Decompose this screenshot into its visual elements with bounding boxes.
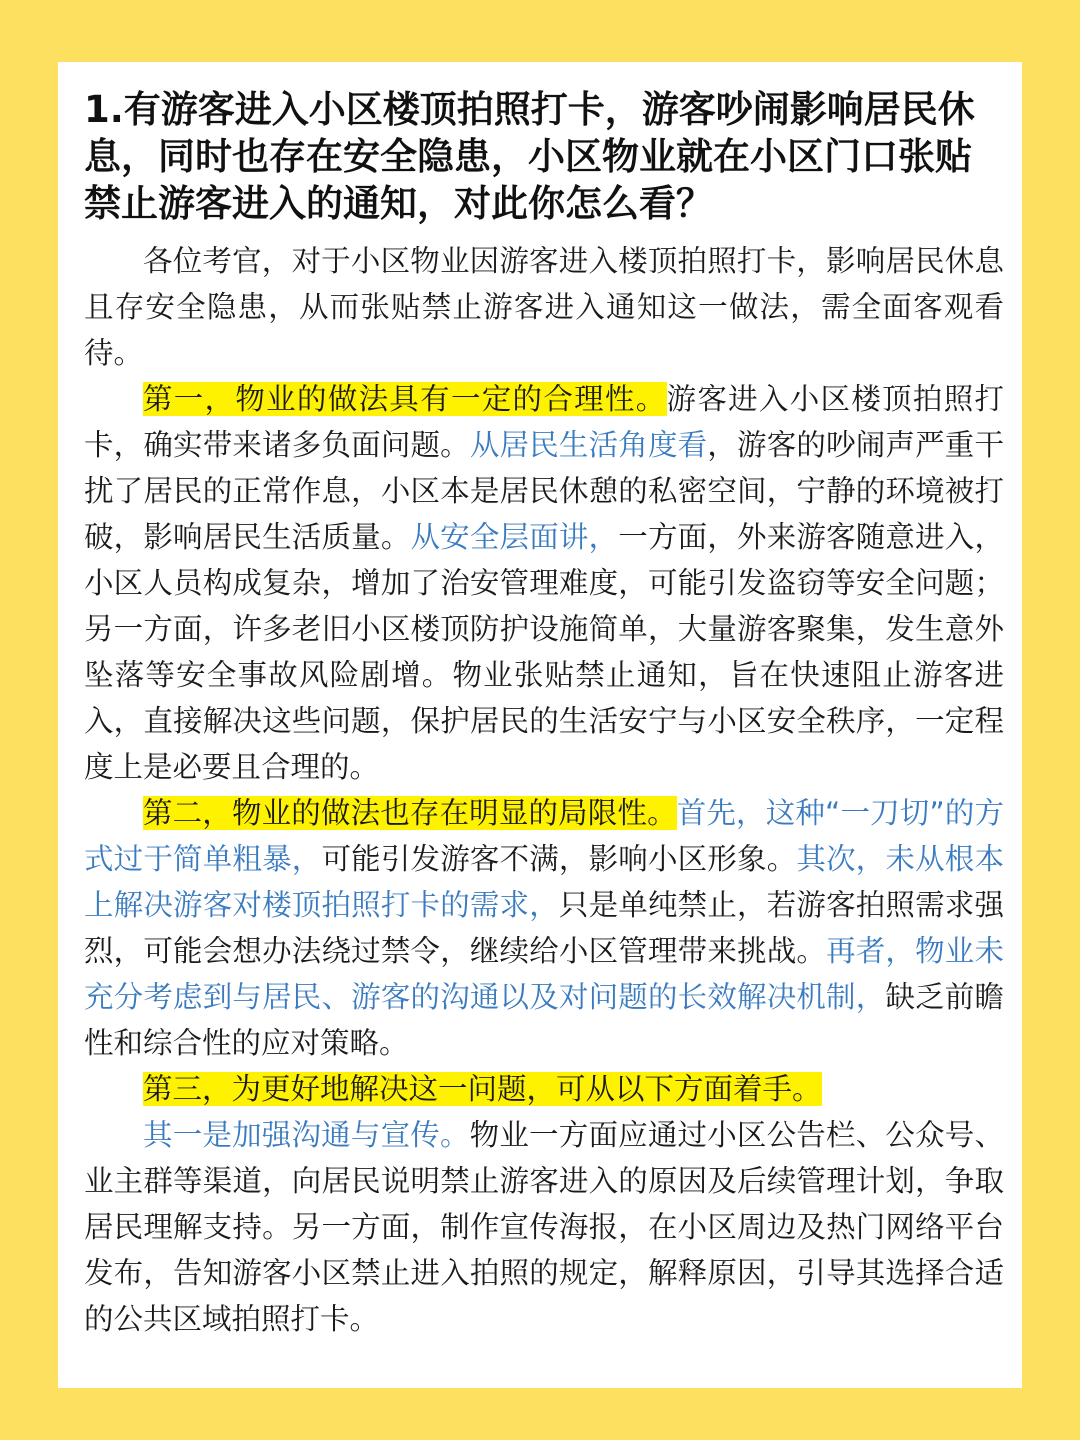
second-point-text-1: 可能引发游客不满，影响小区形象。 bbox=[321, 842, 797, 876]
paragraph-third-point bbox=[84, 1066, 1004, 1112]
paragraph-intro bbox=[84, 238, 1004, 376]
first-point-safety-angle: 从安全层面讲， bbox=[410, 520, 619, 554]
paragraph-measure-one bbox=[84, 1112, 1004, 1342]
measure-one-heading: 其一是加强沟通与宣传。 bbox=[143, 1118, 470, 1152]
first-point-text-1: 游客进入小区楼顶拍照打卡，确实带来诸多负面问题。 bbox=[84, 382, 1004, 462]
first-point-heading: 第一，物业的做法具有一定的合理性。 bbox=[143, 382, 667, 416]
paragraph-second-point bbox=[84, 790, 1004, 1066]
third-point-heading: 第三，为更好地解决这一问题，可从以下方面着手。 bbox=[143, 1072, 822, 1106]
measure-one-text: 物业一方面应通过小区公告栏、公众号、业主群等渠道，向居民说明禁止游客进入的原因及后续管理计划，争取居民理解支持。另一方面，制作宣传海报，在小区周边及热门网络平台发布，告知游客小区禁止进入拍照的规定，解释原因，引导其选择合适的公共区域拍照打卡。 bbox=[84, 1118, 1004, 1336]
first-point-resident-angle: 从居民生活角度看 bbox=[469, 428, 708, 462]
first-point-text-3: 一方面，外来游客随意进入，小区人员构成复杂，增加了治安管理难度，可能引发盗窃等安全问题；另一方面，许多老旧小区楼顶防护设施简单，大量游客聚集，发生意外坠落等安全事故风险剧增。物业张贴禁止通知，旨在快速阻止游客进入，直接解决这些问题，保护居民的生活安宁与小区安全秩序，一定程度上是必要且合理的。 bbox=[84, 520, 1004, 784]
second-point-third: 再者，物业未充分考虑到与居民、游客的沟通以及对问题的长效解决机制， bbox=[84, 934, 1004, 1014]
second-point-first: 首先，这种“一刀切”的方式过于简单粗暴， bbox=[84, 796, 1004, 876]
content-card bbox=[58, 62, 1022, 1388]
question-title: 1.有游客进入小区楼顶拍照打卡，游客吵闹影响居民休息，同时也存在安全隐患，小区物业就在小区门口张贴禁止游客进入的通知，对此你怎么看？ bbox=[84, 88, 975, 225]
second-point-text-2: 只是单纯禁止，若游客拍照需求强烈，可能会想办法绕过禁令，继续给小区管理带来挑战。 bbox=[84, 888, 1004, 968]
answer-body bbox=[84, 238, 1004, 1342]
second-point-second: 其次，未从根本上解决游客对楼顶拍照打卡的需求， bbox=[84, 842, 1004, 922]
second-point-text-3: 缺乏前瞻性和综合性的应对策略。 bbox=[84, 980, 1004, 1060]
intro-text: 各位考官，对于小区物业因游客进入楼顶拍照打卡，影响居民休息且存安全隐患，从而张贴禁止游客进入通知这一做法，需全面客观看待。 bbox=[84, 244, 1004, 370]
paragraph-first-point bbox=[84, 376, 1004, 790]
second-point-heading: 第二，物业的做法也存在明显的局限性。 bbox=[143, 796, 677, 830]
first-point-text-2: ，游客的吵闹声严重干扰了居民的正常作息，小区本是居民休憩的私密空间，宁静的环境被打破，影响居民生活质量。 bbox=[84, 428, 1004, 554]
